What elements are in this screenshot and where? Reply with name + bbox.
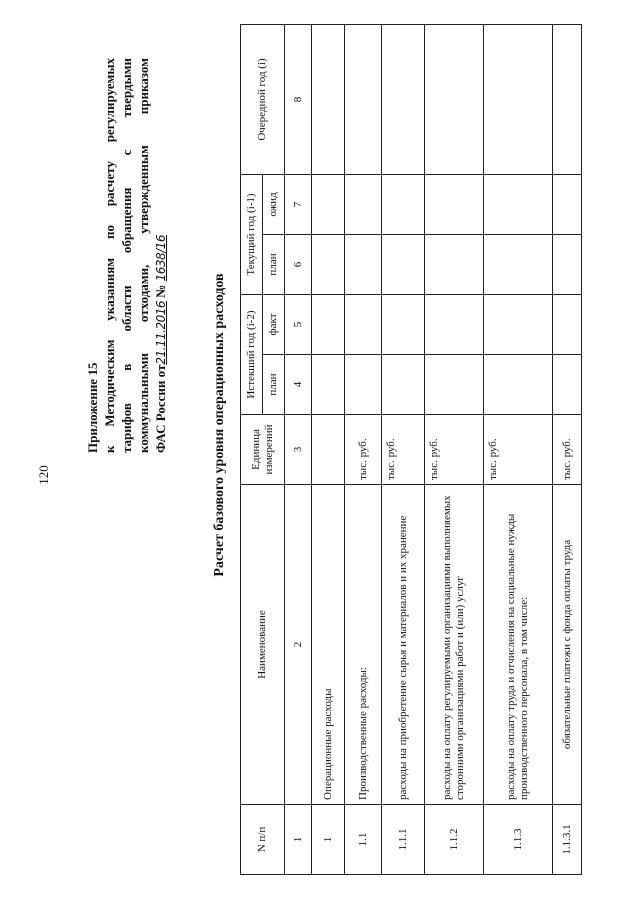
header-past-plan: план <box>263 355 285 415</box>
value-cell <box>345 24 382 174</box>
document-title: Расчет базового уровня операционных расходов <box>212 273 227 577</box>
row-name: Производственные расходы: <box>345 485 382 805</box>
appendix-title: Приложение 15 <box>85 362 100 453</box>
value-cell <box>345 234 382 294</box>
value-cell <box>484 24 553 174</box>
row-num: 1 <box>312 805 345 875</box>
table-row <box>345 24 382 874</box>
appendix-order-prefix: ФАС России от <box>153 364 168 453</box>
value-cell <box>425 24 484 174</box>
row-unit: тыс. руб. <box>425 415 484 485</box>
table-row <box>382 24 425 874</box>
col-number: 6 <box>285 234 312 294</box>
header-current-year: Текущий год (i-1) <box>241 174 263 294</box>
value-cell <box>382 174 425 234</box>
col-number: 2 <box>285 485 312 805</box>
value-cell <box>425 294 484 354</box>
row-name: обязательные платежи с фонда оплаты труда <box>553 485 582 805</box>
handwritten-number: 1638/16 <box>154 235 168 282</box>
row-name: Операционные расходы <box>312 485 345 805</box>
value-cell <box>382 355 425 415</box>
value-cell <box>425 234 484 294</box>
row-unit: тыс. руб. <box>345 415 382 485</box>
appendix-line-4 <box>152 58 170 453</box>
value-cell <box>484 294 553 354</box>
header-current-plan: план <box>263 234 285 294</box>
col-number: 8 <box>285 24 312 174</box>
row-unit <box>312 415 345 485</box>
value-cell <box>553 234 582 294</box>
col-number: 4 <box>285 355 312 415</box>
row-num: 1.1.3.1 <box>553 805 582 875</box>
row-unit: тыс. руб. <box>484 415 553 485</box>
page-number: 120 <box>36 465 51 485</box>
row-unit: тыс. руб. <box>382 415 425 485</box>
value-cell <box>553 24 582 174</box>
row-name: расходы на оплату труда и отчисления на социальные нужды производственного персонала, в том числе: <box>484 485 553 805</box>
operational-costs-table <box>240 24 582 875</box>
table-row <box>425 24 484 874</box>
header-row-1 <box>241 24 263 874</box>
table-row <box>484 24 553 874</box>
value-cell <box>312 234 345 294</box>
value-cell <box>484 234 553 294</box>
header-next-year: Очередной год (i) <box>241 24 285 174</box>
col-number: 5 <box>285 294 312 354</box>
appendix-header <box>84 58 170 453</box>
appendix-line-3: коммунальными отходами, утвержденным приказом <box>136 58 151 453</box>
value-cell <box>382 24 425 174</box>
row-name: расходы на оплату регулируемыми организациями выполняемых сторонними организациями работ и (или) услуг <box>425 485 484 805</box>
row-num: 1.1.2 <box>425 805 484 875</box>
col-number: 7 <box>285 174 312 234</box>
header-unit: Единица измерений <box>241 415 285 485</box>
appendix-line-1: к Методическим указаниям по расчету регулируемых <box>102 58 117 453</box>
col-number: 3 <box>285 415 312 485</box>
number-label: № <box>153 284 168 298</box>
value-cell <box>484 355 553 415</box>
value-cell <box>382 234 425 294</box>
value-cell <box>345 355 382 415</box>
value-cell <box>425 355 484 415</box>
header-name: Наименование <box>241 485 285 805</box>
row-name: расходы на приобретение сырья и материалов и их хранение <box>382 485 425 805</box>
table-row <box>553 24 582 874</box>
row-unit: тыс. руб. <box>553 415 582 485</box>
value-cell <box>484 174 553 234</box>
row-num: 1.1 <box>345 805 382 875</box>
value-cell <box>312 24 345 174</box>
row-num: 1.1.1 <box>382 805 425 875</box>
value-cell <box>345 174 382 234</box>
value-cell <box>312 294 345 354</box>
col-number: 1 <box>285 805 312 875</box>
value-cell <box>553 174 582 234</box>
row-num: 1.1.3 <box>484 805 553 875</box>
value-cell <box>345 294 382 354</box>
header-past-fact: факт <box>263 294 285 354</box>
appendix-line-2: тарифов в области обращения с твердыми <box>119 58 134 453</box>
value-cell <box>312 355 345 415</box>
table-row <box>312 24 345 874</box>
value-cell <box>553 294 582 354</box>
header-past-year: Истекший год (i-2) <box>241 294 263 414</box>
value-cell <box>553 355 582 415</box>
value-cell <box>312 174 345 234</box>
header-current-expected: ожид <box>263 174 285 234</box>
header-num: N п/п <box>241 805 285 875</box>
value-cell <box>425 174 484 234</box>
column-number-row <box>285 24 312 874</box>
value-cell <box>382 294 425 354</box>
handwritten-date: 21.11.2016 <box>154 300 168 365</box>
